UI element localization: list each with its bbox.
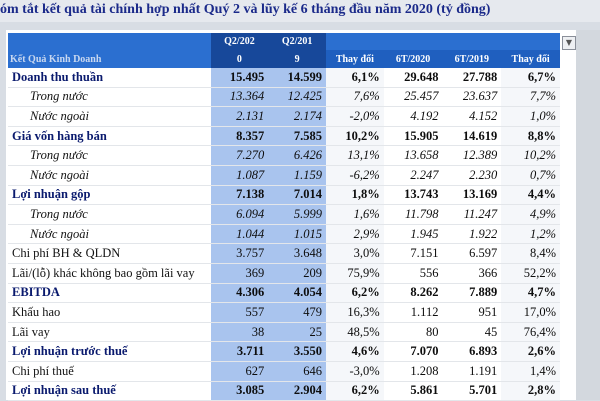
row-value: -2,0% (326, 107, 384, 127)
row-value: 366 (442, 263, 501, 283)
row-value: 1,4% (501, 361, 560, 381)
row-label: Nước ngoài (8, 165, 211, 185)
row-label: Giá vốn hàng bán (8, 126, 211, 146)
row-label: Nước ngoài (8, 107, 211, 127)
window-edge (576, 30, 600, 400)
row-value: 13,1% (326, 146, 384, 166)
row-value: 6,7% (501, 68, 560, 87)
row-value: 2.131 (211, 107, 269, 127)
header-cell-change-q: Thay đổi (326, 50, 384, 68)
page-title: óm tắt kết quả tài chính hợp nhất Quý 2 và lũy kế 6 tháng đầu năm 2020 (tỷ đồng) (0, 0, 600, 22)
row-value: 15.905 (384, 126, 443, 146)
row-value: 8.262 (384, 283, 443, 303)
row-value: -3,0% (326, 361, 384, 381)
row-value: 10,2% (501, 146, 560, 166)
row-value: 1.159 (268, 165, 326, 185)
row-value: 3.711 (211, 342, 269, 362)
row-value: 7.585 (268, 126, 326, 146)
row-label: Chi phí BH & QLDN (8, 244, 211, 264)
row-value: 13.743 (384, 185, 443, 205)
row-label: Lãi vay (8, 322, 211, 342)
row-value: 7.889 (442, 283, 501, 303)
row-value: 7.270 (211, 146, 269, 166)
table-row (8, 244, 560, 264)
row-value: 1,0% (501, 107, 560, 127)
row-value: 2.904 (268, 381, 326, 401)
row-label: Doanh thu thuần (8, 68, 211, 87)
row-value: 17,0% (501, 303, 560, 323)
header-cell (8, 33, 211, 50)
row-value: 4.306 (211, 283, 269, 303)
row-value: 45 (442, 322, 501, 342)
row-value: 7,7% (501, 87, 560, 107)
row-value: 556 (384, 263, 443, 283)
row-value: 3.648 (268, 244, 326, 264)
row-label: Trong nước (8, 87, 211, 107)
row-label: EBITDA (8, 283, 211, 303)
row-value: 27.788 (442, 68, 501, 87)
row-value: 1,8% (326, 185, 384, 205)
row-label: Khấu hao (8, 303, 211, 323)
table-row (8, 263, 560, 283)
row-value: 479 (268, 303, 326, 323)
table-row (8, 165, 560, 185)
row-label: Lợi nhuận sau thuế (8, 381, 211, 401)
row-value: 80 (384, 322, 443, 342)
row-label: Trong nước (8, 205, 211, 225)
row-value: 13.169 (442, 185, 501, 205)
row-value: 14.599 (268, 68, 326, 87)
row-value: 14.619 (442, 126, 501, 146)
row-value: 76,4% (501, 322, 560, 342)
row-value: 23.637 (442, 87, 501, 107)
row-value: 6.597 (442, 244, 501, 264)
header-cell-q2-2020-b: 0 (211, 50, 269, 68)
table-row (8, 361, 560, 381)
row-value: 2,9% (326, 224, 384, 244)
row-value: 3,0% (326, 244, 384, 264)
row-value: 75,9% (326, 263, 384, 283)
row-value: 16,3% (326, 303, 384, 323)
row-value: 4.054 (268, 283, 326, 303)
row-label: Lợi nhuận trước thuế (8, 342, 211, 362)
table-row (8, 146, 560, 166)
filter-dropdown-icon[interactable]: ▼ (562, 36, 576, 50)
row-value: 2,6% (501, 342, 560, 362)
table-row (8, 381, 560, 401)
table-row (8, 107, 560, 127)
row-value: 6,2% (326, 381, 384, 401)
row-value: 11.247 (442, 205, 501, 225)
row-value: 13.658 (384, 146, 443, 166)
table-row (8, 185, 560, 205)
row-value: 12.389 (442, 146, 501, 166)
row-label: Nước ngoài (8, 224, 211, 244)
row-value: 1.087 (211, 165, 269, 185)
row-value: 4,9% (501, 205, 560, 225)
row-value: 7.014 (268, 185, 326, 205)
row-value: 369 (211, 263, 269, 283)
header-cell-change-6t: Thay đổi (501, 50, 560, 68)
row-value: 6.426 (268, 146, 326, 166)
header-cell-6t2019: 6T/2019 (442, 50, 501, 68)
row-label: Lãi/(lỗ) khác không bao gồm lãi vay (8, 263, 211, 283)
row-value: 3.085 (211, 381, 269, 401)
row-value: 7.138 (211, 185, 269, 205)
row-value: 38 (211, 322, 269, 342)
header-cell-q2-2019-b: 9 (268, 50, 326, 68)
row-value: 1.191 (442, 361, 501, 381)
row-value: 13.364 (211, 87, 269, 107)
row-value: 0,7% (501, 165, 560, 185)
row-value: 1,2% (501, 224, 560, 244)
table-row (8, 126, 560, 146)
row-value: 209 (268, 263, 326, 283)
row-value: 25.457 (384, 87, 443, 107)
row-value: 4.192 (384, 107, 443, 127)
row-value: 7,6% (326, 87, 384, 107)
header-row-1 (8, 33, 560, 50)
row-value: 1,6% (326, 205, 384, 225)
row-value: 7.151 (384, 244, 443, 264)
row-value: 646 (268, 361, 326, 381)
header-cell-6t2020: 6T/2020 (384, 50, 443, 68)
header-cell-q2-2020: Q2/202 (211, 33, 269, 50)
row-value: 6,1% (326, 68, 384, 87)
row-value: 3.757 (211, 244, 269, 264)
table-row (8, 224, 560, 244)
row-value: 951 (442, 303, 501, 323)
header-row-2 (8, 50, 560, 68)
row-value: 4,7% (501, 283, 560, 303)
row-value: 8,8% (501, 126, 560, 146)
table-row (8, 322, 560, 342)
table-row (8, 87, 560, 107)
row-value: 8.357 (211, 126, 269, 146)
row-value: 2.174 (268, 107, 326, 127)
row-label: Lợi nhuận gộp (8, 185, 211, 205)
row-value: 4,4% (501, 185, 560, 205)
row-value: 4,6% (326, 342, 384, 362)
table-row (8, 342, 560, 362)
table-row (8, 68, 560, 87)
table-row (8, 283, 560, 303)
row-value: 1.112 (384, 303, 443, 323)
row-label: Trong nước (8, 146, 211, 166)
row-value: 1.945 (384, 224, 443, 244)
row-value: 1.208 (384, 361, 443, 381)
row-value: 12.425 (268, 87, 326, 107)
table-body (8, 68, 560, 401)
row-value: 52,2% (501, 263, 560, 283)
header-cell (442, 33, 501, 50)
row-value: 627 (211, 361, 269, 381)
row-value: 4.152 (442, 107, 501, 127)
row-value: 29.648 (384, 68, 443, 87)
row-value: 2,8% (501, 381, 560, 401)
financial-results-table (8, 33, 560, 401)
row-value: 6.893 (442, 342, 501, 362)
table-row (8, 205, 560, 225)
row-value: -6,2% (326, 165, 384, 185)
row-value: 5.861 (384, 381, 443, 401)
header-cell (384, 33, 443, 50)
row-value: 3.550 (268, 342, 326, 362)
row-value: 1.015 (268, 224, 326, 244)
row-value: 25 (268, 322, 326, 342)
row-value: 7.070 (384, 342, 443, 362)
row-value: 11.798 (384, 205, 443, 225)
row-value: 1.922 (442, 224, 501, 244)
row-value: 6,2% (326, 283, 384, 303)
header-cell (326, 33, 384, 50)
row-value: 557 (211, 303, 269, 323)
row-value: 48,5% (326, 322, 384, 342)
header-cell-q2-2019: Q2/201 (268, 33, 326, 50)
row-value: 8,4% (501, 244, 560, 264)
row-value: 5.701 (442, 381, 501, 401)
row-value: 2.247 (384, 165, 443, 185)
header-cell (501, 33, 560, 50)
row-value: 10,2% (326, 126, 384, 146)
row-value: 15.495 (211, 68, 269, 87)
row-value: 2.230 (442, 165, 501, 185)
header-cell-label: Kết Quả Kinh Doanh (8, 50, 211, 68)
row-value: 5.999 (268, 205, 326, 225)
table-row (8, 303, 560, 323)
row-value: 1.044 (211, 224, 269, 244)
row-value: 6.094 (211, 205, 269, 225)
row-label: Chi phí thuế (8, 361, 211, 381)
